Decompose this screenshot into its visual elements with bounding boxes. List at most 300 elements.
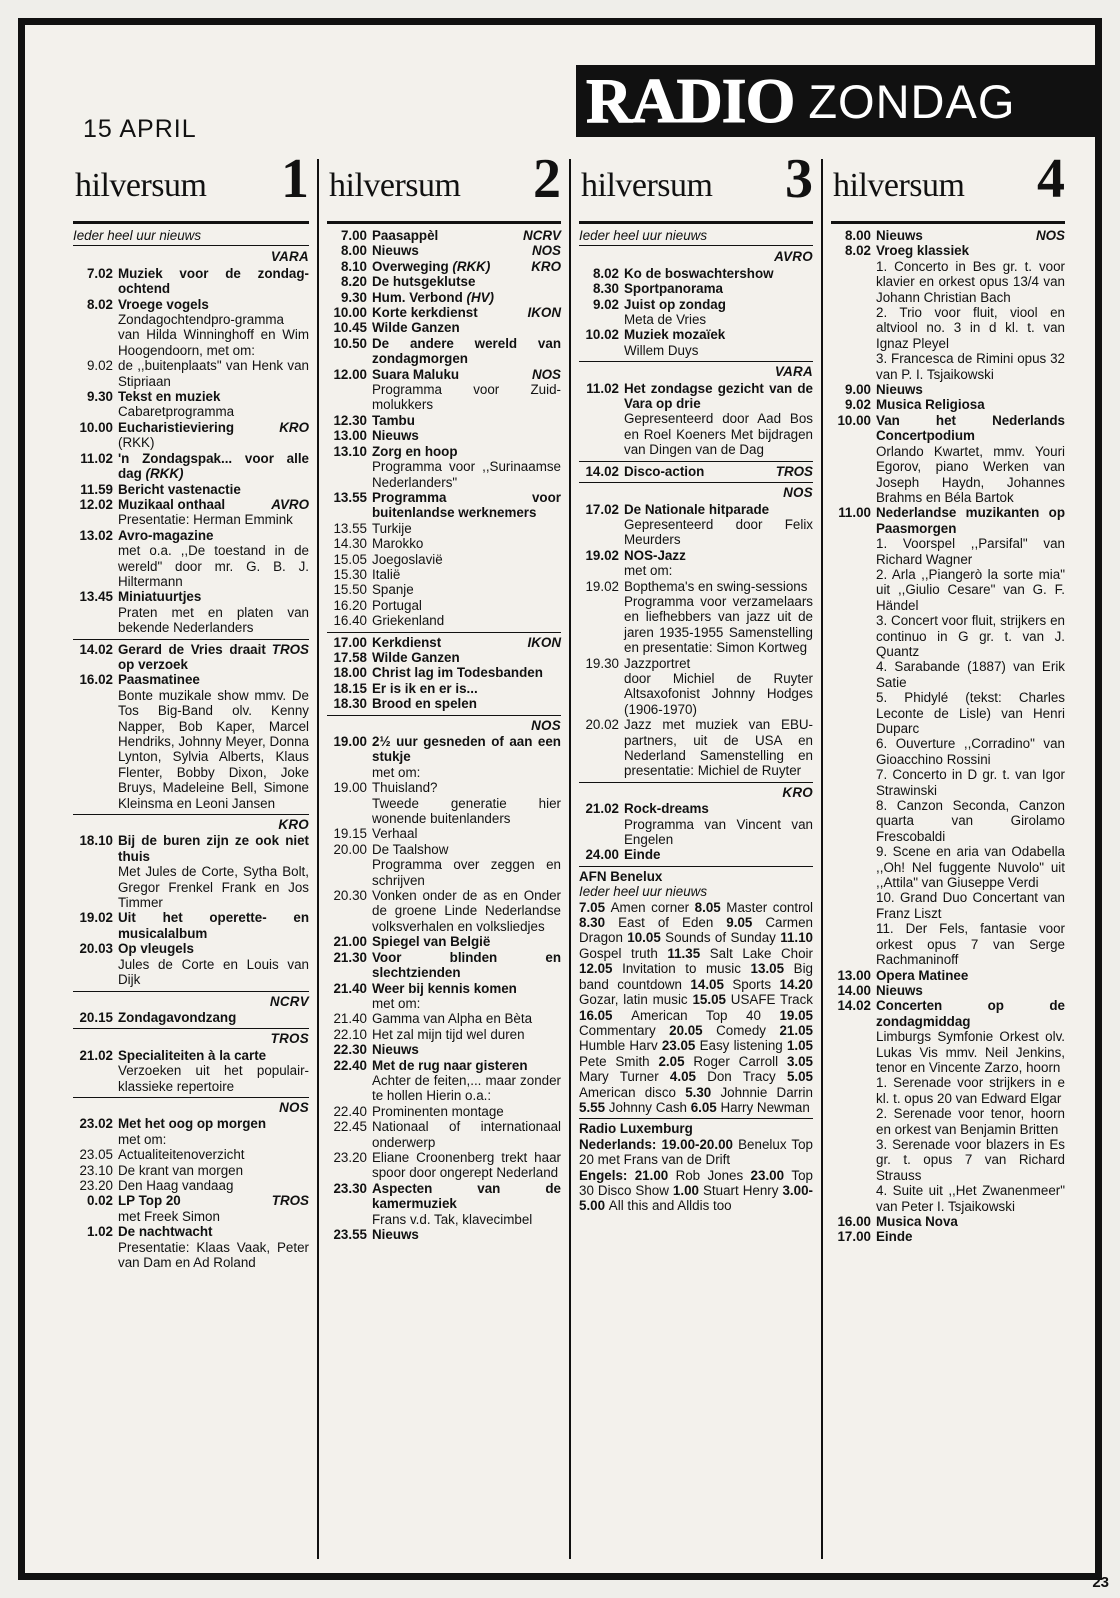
station-name: hilversum xyxy=(833,167,965,204)
program-title: Gamma van Alpha en Bèta xyxy=(372,1011,533,1027)
program-description: Gepresenteerd door Felix Meurders xyxy=(624,516,813,548)
program-title: Miniatuurtjes xyxy=(118,589,202,605)
program-time: 23.05 xyxy=(79,1147,113,1163)
listing-time: 8.30 xyxy=(579,915,619,931)
program-entry xyxy=(579,381,813,412)
program-description: met om: xyxy=(118,1131,167,1147)
program-note: (HV) xyxy=(462,289,495,305)
program-entry xyxy=(73,910,309,941)
program-entry xyxy=(327,888,561,934)
listing-time: 9.05 xyxy=(726,915,766,931)
program-description: 3. Francesca de Rimini opus 32 van P. I. Tsjaikowski xyxy=(876,351,1065,382)
program-time: 8.02 xyxy=(86,296,113,312)
listing-time: 23.05 xyxy=(661,1038,700,1054)
listing-title: Sounds of Sunday xyxy=(665,930,781,946)
program-time: 19.02 xyxy=(585,578,619,594)
program-title: Den Haag vandaag xyxy=(118,1177,234,1193)
program-description: Presentatie: Herman Emmink xyxy=(118,512,293,528)
program-description: 4. Suite uit ,,Het Zwanenmeer" van Peter I. Tsjaikowski xyxy=(876,1183,1065,1214)
program-description: met om: xyxy=(624,563,673,579)
program-description: Tweede generatie hier wonende buitenlanders xyxy=(372,795,561,827)
listing-title: Big band countdown xyxy=(579,961,813,992)
broadcaster-label: NOS xyxy=(783,485,813,501)
program-time: 20.00 xyxy=(333,841,367,857)
listing-title: Easy listening xyxy=(699,1038,787,1054)
program-time: 21.40 xyxy=(333,980,367,996)
program-time: 22.10 xyxy=(333,1026,367,1042)
program-title: Avro-magazine xyxy=(118,527,214,543)
program-title: KRO Eucharistieviering xyxy=(118,419,309,435)
listing-time: 10.05 xyxy=(627,930,666,946)
listing-time: 3.00-5.00 xyxy=(579,1182,813,1214)
program-time: 9.30 xyxy=(86,389,113,405)
program-time: 12.02 xyxy=(79,496,113,512)
listing-title: Humble Harv xyxy=(579,1038,662,1054)
program-entry xyxy=(327,243,561,258)
program-time: 21.30 xyxy=(333,949,367,965)
program-title: TROS Disco-action xyxy=(624,463,813,479)
radio-title: RADIO xyxy=(586,65,795,136)
program-time: 17.02 xyxy=(585,501,619,517)
broadcaster-label: TROS xyxy=(270,1031,309,1047)
program-title: Hum. Verbond (HV) xyxy=(372,289,495,305)
program-time: 9.02 xyxy=(844,397,871,413)
program-time: 14.02 xyxy=(837,998,871,1014)
program-title: Het zondagse gezicht van de Vara op drie xyxy=(624,380,813,412)
program-title: Wilde Ganzen xyxy=(372,320,460,336)
listing-title: American Top 40 xyxy=(631,1007,780,1023)
listing-title: Harry Newman xyxy=(720,1099,810,1115)
program-description: met om: xyxy=(372,764,421,780)
program-time: 10.00 xyxy=(79,419,113,435)
program-description: 1. Voorspel ,,Parsifal" van Richard Wagner xyxy=(876,536,1065,567)
program-entry xyxy=(579,717,813,779)
program-title: Muziek mozaïek xyxy=(624,327,726,343)
program-time: 17.58 xyxy=(333,649,367,665)
program-entry xyxy=(327,428,561,443)
program-title: Sportpanorama xyxy=(624,281,723,297)
program-time: 15.50 xyxy=(333,582,367,598)
program-time: 13.55 xyxy=(333,520,367,536)
program-entry xyxy=(327,336,561,367)
listing-title: Mary Turner xyxy=(579,1069,670,1085)
program-entry xyxy=(73,1147,309,1162)
program-time: 13.02 xyxy=(79,527,113,543)
program-title: NCRV Paasappèl xyxy=(372,228,561,243)
program-entry xyxy=(73,358,309,389)
program-entry xyxy=(831,228,1065,243)
station-header xyxy=(73,148,309,224)
section-divider xyxy=(579,782,813,783)
section-divider xyxy=(73,991,309,992)
program-title: Vroege vogels xyxy=(118,296,209,312)
program-entry xyxy=(73,1178,309,1193)
program-title: Nieuws xyxy=(372,428,419,444)
program-entry xyxy=(327,1104,561,1119)
program-entry xyxy=(831,505,1065,536)
section-heading: AFN Benelux xyxy=(579,868,663,884)
program-title: Christ lag im Todesbanden xyxy=(372,665,543,681)
program-entry xyxy=(73,528,309,543)
program-description: Met Jules de Corte, Sytha Bolt, Gregor Frenkel Frank en Jos Timmer xyxy=(118,864,309,911)
program-title: Nieuws xyxy=(372,1042,419,1058)
program-description: met om: xyxy=(372,995,421,1011)
program-title: Juist op zondag xyxy=(624,296,726,312)
program-title: De andere wereld van zondagmorgen xyxy=(372,335,561,367)
program-time: 23.10 xyxy=(79,1162,113,1178)
program-time: 23.20 xyxy=(79,1177,113,1193)
program-time: 9.00 xyxy=(844,382,871,398)
program-broadcaster: TROS xyxy=(271,1193,309,1209)
program-title: Op vleugels xyxy=(118,941,194,957)
program-title: Ko de boswachtershow xyxy=(624,265,774,281)
program-description: Programma voor Zuid-molukkers xyxy=(372,382,561,413)
program-entry xyxy=(73,389,309,404)
section-divider xyxy=(579,482,813,483)
listing-title: Johnny Cash xyxy=(608,1099,691,1115)
program-entry xyxy=(327,1027,561,1042)
program-entry xyxy=(579,266,813,281)
program-listing-run xyxy=(579,900,813,1116)
program-title: Het zal mijn tijd wel duren xyxy=(372,1026,525,1042)
program-time: 12.30 xyxy=(333,412,367,428)
section-divider xyxy=(73,1097,309,1098)
program-time: 19.00 xyxy=(333,734,367,749)
program-description: 6. Ouverture ,,Corradino" van Gioacchino Rossini xyxy=(876,736,1065,767)
listing-time: 16.05 xyxy=(579,1007,632,1023)
program-entry xyxy=(327,1181,561,1212)
program-title: Jazzportret xyxy=(624,655,691,671)
listing-time: 4.05 xyxy=(669,1069,708,1085)
program-title: De Taalshow xyxy=(372,841,449,857)
program-title: Einde xyxy=(624,847,661,863)
program-entry xyxy=(579,548,813,563)
program-entry xyxy=(327,367,561,382)
program-entry xyxy=(327,536,561,551)
station-column-3 xyxy=(569,148,821,1559)
program-entry xyxy=(327,613,561,628)
program-entry xyxy=(73,1163,309,1178)
program-title: Specialiteiten à la carte xyxy=(118,1047,267,1063)
section-divider xyxy=(327,632,561,633)
program-description: 3. Concert voor fluit, strijkers en continuo in G gr. t. van J. Quantz xyxy=(876,613,1065,659)
program-time: 13.10 xyxy=(333,443,367,459)
listing-title: Johnnie Darrin xyxy=(720,1084,813,1100)
program-time: 16.40 xyxy=(333,613,367,629)
program-time: 18.30 xyxy=(333,696,367,712)
masthead xyxy=(69,65,1101,151)
program-time: 23.02 xyxy=(79,1116,113,1132)
program-entry xyxy=(327,1058,561,1073)
program-description: Programma voor ,,Surinaamse Nederlanders" xyxy=(372,459,561,490)
listing-title: Sports xyxy=(732,976,780,992)
program-time: 23.55 xyxy=(333,1227,367,1242)
program-entry xyxy=(327,274,561,289)
program-time: 10.45 xyxy=(333,320,367,336)
section-divider xyxy=(73,814,309,815)
date-label: 15 APRIL xyxy=(83,115,197,143)
program-title: TROS Gerard de Vries draait op verzoek xyxy=(118,641,309,672)
listing-title: Salt Lake Choir xyxy=(709,945,813,961)
program-time: 14.00 xyxy=(837,982,871,998)
station-header xyxy=(831,148,1065,224)
program-title: Musica Religiosa xyxy=(876,397,985,413)
program-time: 8.20 xyxy=(340,274,367,290)
program-time: 23.30 xyxy=(333,1180,367,1196)
program-time: 14.02 xyxy=(585,463,619,479)
program-entry xyxy=(73,589,309,604)
program-broadcaster: TROS xyxy=(271,641,309,657)
program-entry xyxy=(327,598,561,613)
station-columns xyxy=(65,148,1105,1559)
section-divider xyxy=(579,1118,813,1119)
program-description: 2. Trio voor fluit, viool en altviool no. 3 in d kl. t. van Ignaz Pleyel xyxy=(876,305,1065,351)
program-entry xyxy=(327,259,561,274)
program-entry xyxy=(73,497,309,512)
listing-time: 23.00 xyxy=(750,1167,792,1183)
listing-title: USAFE Track xyxy=(730,992,814,1008)
listing-time: 5.05 xyxy=(786,1069,813,1085)
program-title: Bopthema's en swing-sessions xyxy=(624,578,808,594)
program-time: 10.00 xyxy=(333,305,367,321)
program-title: Einde xyxy=(876,1229,913,1245)
program-time: 8.02 xyxy=(844,243,871,259)
program-time: 21.02 xyxy=(79,1047,113,1063)
listing-time: 15.05 xyxy=(692,992,731,1008)
program-time: 13.00 xyxy=(333,428,367,444)
program-description: 2. Arla ,,Piangerò la sorte mia" uit ,,Giulio Cesare" van G. F. Händel xyxy=(876,566,1065,613)
program-time: 19.00 xyxy=(333,780,367,796)
program-entry xyxy=(73,1048,309,1063)
program-entry xyxy=(327,1227,561,1242)
program-entry xyxy=(327,665,561,680)
listing-time: 5.55 xyxy=(579,1099,609,1115)
program-title: 'n Zondagspak... voor alle dag (RKK) xyxy=(118,450,309,482)
program-title: Voor blinden en slechtzienden xyxy=(372,949,561,981)
program-time: 13.00 xyxy=(837,967,871,983)
radio-banner xyxy=(576,65,1101,137)
listing-time: 11.10 xyxy=(780,930,814,946)
program-entry xyxy=(327,934,561,949)
program-entry xyxy=(327,681,561,696)
program-time: 17.00 xyxy=(837,1229,871,1245)
program-entry xyxy=(327,320,561,335)
program-title: TROS LP Top 20 xyxy=(118,1193,309,1209)
program-entry xyxy=(327,842,561,857)
program-entry xyxy=(831,1229,1065,1244)
program-entry xyxy=(579,579,813,594)
program-time: 8.02 xyxy=(592,265,619,281)
program-entry xyxy=(73,1193,309,1208)
station-schedule xyxy=(579,228,813,1214)
program-time: 9.02 xyxy=(592,296,619,312)
program-time: 20.02 xyxy=(585,717,619,733)
program-time: 19.02 xyxy=(585,547,619,563)
program-description: Meta de Vries xyxy=(624,312,707,328)
station-name: hilversum xyxy=(75,167,207,204)
program-time: 13.45 xyxy=(79,589,113,605)
listing-title: East of Eden xyxy=(618,915,727,931)
program-time: 20.03 xyxy=(79,941,113,957)
station-column-1 xyxy=(65,148,317,1559)
program-title: Met de rug naar gisteren xyxy=(372,1057,528,1073)
program-entry xyxy=(73,297,309,312)
program-title: NOS Nieuws xyxy=(372,243,561,259)
program-description: Gepresenteerd door Aad Bos en Roel Koeners Met bijdragen van Dingen van de Dag xyxy=(624,411,813,458)
program-title: De krant van morgen xyxy=(118,1162,244,1178)
listing-time: 1.05 xyxy=(786,1038,813,1054)
section-divider xyxy=(73,1028,309,1029)
program-title: Jazz met muziek van EBU-partners, uit de USA en Nederland Samenstelling en presentatie: Michiel de Ruyter xyxy=(624,717,813,779)
program-description: Bonte muzikale show mmv. De Tos Big-Band olv. Kenny Napper, Bob Kaper, Marcel Hendriks, Johnny Meyer, Donna Lynton, Sylvia Alberts, Klaus Flenter, Bobby Dixon, Joke Bruys, Madeleine Bell, Simone Kleinsma en Leoni Jansen xyxy=(118,687,309,811)
program-entry xyxy=(579,297,813,312)
listing-title: Commentary xyxy=(579,1022,670,1038)
program-broadcaster: IKON xyxy=(527,305,561,321)
station-header xyxy=(579,148,813,224)
program-title: Bij de buren zijn ze ook niet thuis xyxy=(118,833,309,864)
program-entry xyxy=(73,482,309,497)
program-entry xyxy=(73,451,309,482)
listing-time: 6.05 xyxy=(690,1099,721,1115)
listing-time: 1.00 xyxy=(672,1182,703,1198)
program-entry xyxy=(831,243,1065,258)
program-title: Er is ik en er is... xyxy=(372,680,478,696)
listing-title: Gozar, latin music xyxy=(579,992,693,1008)
section-heading: Radio Luxemburg xyxy=(579,1121,693,1137)
program-entry xyxy=(327,1119,561,1150)
program-time: 10.00 xyxy=(837,412,871,428)
program-time: 19.02 xyxy=(79,910,113,926)
listing-time: 3.05 xyxy=(786,1053,813,1069)
program-time: 10.02 xyxy=(585,327,619,343)
listing-title: Don Tracy xyxy=(707,1069,787,1085)
listing-title: Rob Jones xyxy=(675,1167,751,1183)
listing-title: Benelux Top 20 met Frans van de Drift xyxy=(579,1136,813,1168)
program-title: Zorg en hoop xyxy=(372,443,458,459)
program-broadcaster: NCRV xyxy=(523,228,561,243)
program-title: IKON Korte kerkdienst xyxy=(372,305,561,321)
program-title: Met het oog op morgen xyxy=(118,1116,267,1132)
program-title: Nationaal of internationaal onderwerp xyxy=(372,1119,561,1150)
program-title: De nachtwacht xyxy=(118,1224,213,1240)
listing-time: 7.05 xyxy=(579,899,611,915)
program-broadcaster: IKON xyxy=(527,634,561,650)
program-title: Thuisland? xyxy=(372,780,438,796)
program-broadcaster: TROS xyxy=(775,463,813,479)
broadcaster-label: VARA xyxy=(774,364,813,380)
program-description: met Freek Simon xyxy=(118,1208,220,1224)
program-title: Wilde Ganzen xyxy=(372,649,460,665)
listing-title: Invitation to music xyxy=(622,961,751,977)
page-frame xyxy=(18,18,1109,1591)
program-time: 8.00 xyxy=(844,228,871,243)
broadcaster-label: NCRV xyxy=(269,993,309,1009)
program-entry xyxy=(327,305,561,320)
program-time: 22.40 xyxy=(333,1057,367,1073)
station-header xyxy=(327,148,561,224)
program-time: 24.00 xyxy=(585,847,619,863)
program-description: 4. Sarabande (1887) van Erik Satie xyxy=(876,659,1065,690)
station-column-4 xyxy=(821,148,1073,1559)
program-time: 21.40 xyxy=(333,1011,367,1027)
program-title: Muziek voor de zondag-ochtend xyxy=(118,265,309,297)
listing-time: 19.05 xyxy=(779,1007,813,1023)
station-column-2 xyxy=(317,148,569,1559)
listing-time: 8.05 xyxy=(694,899,727,915)
section-note: Ieder heel uur nieuws xyxy=(579,884,708,900)
program-title: Verhaal xyxy=(372,826,418,842)
program-time: 8.10 xyxy=(340,258,367,274)
program-time: 9.30 xyxy=(340,289,367,305)
program-title: Brood en spelen xyxy=(372,696,477,712)
program-entry xyxy=(831,397,1065,412)
program-time: 0.02 xyxy=(86,1193,113,1209)
program-title: Actualiteitenoverzicht xyxy=(118,1147,245,1163)
program-title: NOS Suara Maluku xyxy=(372,366,561,382)
station-number: 1 xyxy=(281,148,309,210)
broadcaster-label: NOS xyxy=(531,717,561,733)
program-title: Joegoslavië xyxy=(372,551,443,567)
program-time: 14.02 xyxy=(79,641,113,657)
listing-time: 12.05 xyxy=(579,961,623,977)
program-time: 11.59 xyxy=(80,481,113,497)
program-time: 11.02 xyxy=(586,380,619,396)
program-time: 11.00 xyxy=(838,505,871,521)
program-time: 12.00 xyxy=(333,366,367,382)
program-entry xyxy=(579,464,813,479)
program-description: 10. Grand Duo Concertant van Franz Liszt xyxy=(876,890,1065,921)
program-description: 2. Serenade voor tenor, hoorn en orkest van Benjamin Britten xyxy=(876,1106,1065,1137)
program-entry xyxy=(327,1042,561,1057)
program-title: Tambu xyxy=(372,412,415,428)
station-name: hilversum xyxy=(329,167,461,204)
program-title: Prominenten montage xyxy=(372,1103,504,1119)
program-time: 20.30 xyxy=(333,888,367,904)
station-name: hilversum xyxy=(581,167,713,204)
program-time: 21.00 xyxy=(333,934,367,950)
section-divider xyxy=(579,361,813,362)
program-entry xyxy=(327,490,561,521)
program-description: 8. Canzon Seconda, Canzon quarta van Girolamo Frescobaldi xyxy=(876,798,1065,844)
program-time: 15.30 xyxy=(333,566,367,582)
program-entry xyxy=(327,582,561,597)
program-time: 20.15 xyxy=(79,1009,113,1025)
program-description: Cabaretprogramma xyxy=(118,404,235,420)
program-entry xyxy=(327,780,561,795)
program-title: NOS-Jazz xyxy=(624,547,686,563)
program-entry xyxy=(327,567,561,582)
program-title: Van het Nederlands Concertpodium xyxy=(876,412,1065,444)
program-time: 1.02 xyxy=(86,1224,113,1240)
section-divider xyxy=(579,461,813,462)
listing-title: Pete Smith xyxy=(579,1053,659,1069)
listing-time: 5.30 xyxy=(685,1084,721,1100)
hourly-news-note: Ieder heel uur nieuws xyxy=(579,228,813,246)
program-entry xyxy=(327,521,561,536)
program-description: 1. Concerto in Bes gr. t. voor klavier en orkest opus 13/4 van Johann Christian Bach xyxy=(876,258,1065,305)
program-time: 16.02 xyxy=(79,672,113,688)
listing-time: 2.05 xyxy=(658,1053,694,1069)
program-time: 8.00 xyxy=(340,243,367,259)
program-time: 16.20 xyxy=(333,597,367,613)
program-description: Programma over zeggen en schrijven xyxy=(372,857,561,888)
program-title: IKON Kerkdienst xyxy=(372,634,561,650)
program-listing-run xyxy=(579,1168,813,1214)
broadcaster-label: AVRO xyxy=(774,249,813,265)
program-title: 2½ uur gesneden of aan een stukje xyxy=(372,734,561,765)
program-broadcaster: NOS xyxy=(531,243,561,259)
program-time: 21.02 xyxy=(585,801,619,817)
